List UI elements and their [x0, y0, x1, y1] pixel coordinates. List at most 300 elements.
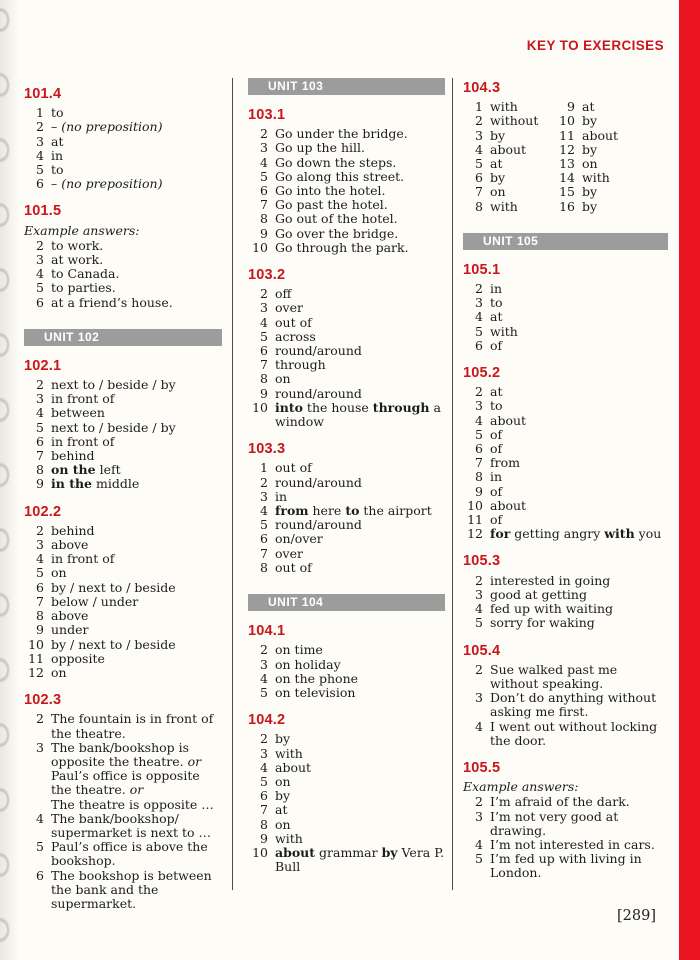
- answer-text-segment: on: [490, 184, 506, 200]
- answer-text: [582, 171, 668, 185]
- answer-number: 3: [36, 391, 44, 407]
- answer-number: 5: [475, 851, 483, 867]
- answer-item: [248, 686, 445, 700]
- exercise-block: [248, 442, 445, 575]
- answer-text: [275, 658, 445, 672]
- answer-number: 5: [36, 162, 44, 178]
- exercise-number: 103.3: [248, 441, 286, 458]
- answer-number: 7: [36, 593, 44, 609]
- exercise-block: [463, 81, 668, 214]
- answer-text: [51, 392, 222, 406]
- answer-number: 8: [36, 462, 44, 478]
- answer-number: 7: [36, 448, 44, 464]
- answer-text-segment: to work.: [51, 237, 104, 253]
- answer-item: [463, 296, 668, 310]
- answer-number: 6: [260, 183, 268, 199]
- exercise-number: 105.4: [463, 642, 501, 659]
- answer-item: [24, 177, 222, 191]
- answer-item: [463, 456, 668, 470]
- answer-item: [248, 561, 445, 575]
- answer-item: [463, 385, 668, 399]
- answer-text: [490, 296, 668, 310]
- page-number: [289]: [617, 908, 656, 924]
- answer-text-segment: behind: [51, 522, 95, 538]
- answer-number: 4: [36, 266, 44, 282]
- answer-item: [24, 581, 222, 595]
- answer-text: [490, 399, 668, 413]
- answer-text-segment: by: [381, 844, 398, 860]
- answer-text: [275, 287, 445, 301]
- answer-item: [24, 552, 222, 566]
- answer-number: 10: [28, 636, 44, 652]
- answer-text: [51, 666, 222, 680]
- answer-item: [463, 282, 668, 296]
- answer-text-segment: for: [490, 526, 511, 542]
- answer-text: [582, 185, 668, 199]
- column-divider-2: [452, 78, 453, 890]
- answer-item: [248, 789, 445, 803]
- answer-text-segment: to: [490, 295, 503, 311]
- answer-item: [463, 143, 551, 157]
- answer-text-segment: the airport: [359, 503, 432, 519]
- binding-mark: [0, 591, 11, 619]
- answer-text: [51, 406, 222, 420]
- answer-number: 5: [36, 839, 44, 855]
- answer-text: [490, 616, 668, 630]
- answer-number: 6: [36, 867, 44, 883]
- answer-item: [24, 267, 222, 281]
- answer-text-segment: by: [582, 184, 598, 200]
- answer-item: [463, 399, 668, 413]
- answer-item: [463, 795, 668, 809]
- answer-text-segment: of: [490, 337, 503, 353]
- exercise-number: 102.3: [24, 692, 62, 709]
- binding-mark: [0, 6, 11, 34]
- answer-text-segment: on the phone: [275, 670, 359, 686]
- answer-text-segment: on: [582, 156, 598, 172]
- answer-number: 4: [475, 601, 483, 617]
- answer-text: [490, 470, 668, 484]
- answer-text: [275, 212, 445, 226]
- answer-number: 2: [475, 794, 483, 810]
- answer-number: 6: [36, 433, 44, 449]
- answer-text: [51, 638, 222, 652]
- answer-text-segment: to: [51, 105, 64, 121]
- answer-number: 6: [36, 579, 44, 595]
- answer-number: 7: [475, 184, 483, 200]
- answer-text: [490, 171, 551, 185]
- answer-item: [463, 414, 668, 428]
- answer-number: 3: [36, 252, 44, 268]
- answer-item: [463, 616, 668, 630]
- answer-text: [490, 114, 551, 128]
- answer-item: [463, 200, 551, 214]
- answer-text: [51, 623, 222, 637]
- answer-text: [51, 524, 222, 538]
- answer-text: [490, 663, 668, 691]
- answer-item: [24, 163, 222, 177]
- answer-text: [275, 686, 445, 700]
- unit-banner: UNIT 102: [24, 329, 222, 346]
- answer-item: [248, 846, 445, 874]
- answer-item: [24, 741, 222, 812]
- answer-text: [275, 387, 445, 401]
- answer-text-segment: The bookshop is between the bank and the supermarket.: [51, 867, 212, 911]
- answer-number: 4: [36, 810, 44, 826]
- answer-number: 5: [260, 773, 268, 789]
- answer-number: 8: [36, 608, 44, 624]
- answers-left: [463, 100, 551, 214]
- answer-number: 9: [567, 99, 575, 115]
- answer-text-segment: –: [51, 176, 62, 192]
- answer-item: [248, 344, 445, 358]
- answer-text-segment: by: [582, 198, 598, 214]
- answer-number: 7: [475, 455, 483, 471]
- answer-number: 4: [475, 412, 483, 428]
- answer-number: 5: [260, 517, 268, 533]
- answer-item: [24, 449, 222, 463]
- answer-text: [490, 456, 668, 470]
- answer-number: 9: [260, 830, 268, 846]
- answer-item: [24, 281, 222, 295]
- answer-text-segment: in: [490, 469, 503, 485]
- answer-item: [463, 527, 668, 541]
- answer-item: [248, 818, 445, 832]
- answer-text-segment: with: [275, 830, 303, 846]
- answer-text-segment: with: [582, 170, 610, 186]
- binding-mark: [0, 786, 11, 814]
- answer-number: 4: [260, 154, 268, 170]
- answer-item: [24, 435, 222, 449]
- answer-item: [248, 287, 445, 301]
- answer-item: [463, 470, 668, 484]
- answer-item: [248, 461, 445, 475]
- answer-text: [490, 129, 551, 143]
- answer-text: [275, 643, 445, 657]
- answer-text: [275, 747, 445, 761]
- answer-number: 8: [260, 816, 268, 832]
- answer-number: 5: [475, 426, 483, 442]
- answer-text: [51, 163, 222, 177]
- answer-number: 4: [260, 670, 268, 686]
- example-answers-note: Example answers:: [24, 222, 140, 238]
- answer-item: [555, 200, 668, 214]
- answer-number: 1: [475, 99, 483, 115]
- answer-text-segment: round/around: [275, 474, 362, 490]
- answer-text-segment: on: [275, 816, 291, 832]
- answer-text-segment: by / next to / beside: [51, 636, 176, 652]
- page-edge-red-bar: [679, 0, 700, 960]
- unit-banner: UNIT 103: [248, 78, 445, 95]
- answer-number: 2: [475, 384, 483, 400]
- answer-number: 8: [475, 469, 483, 485]
- answer-text: [51, 378, 222, 392]
- answer-item: [24, 378, 222, 392]
- answer-text-segment: about: [490, 141, 527, 157]
- answer-text-segment: in the: [51, 476, 93, 492]
- answer-item: [24, 239, 222, 253]
- exercise-number: 105.3: [463, 553, 501, 570]
- answer-number: 12: [28, 664, 44, 680]
- answer-text-segment: across: [275, 328, 316, 344]
- answer-text-segment: of: [490, 441, 503, 457]
- answer-text-segment: to: [490, 398, 503, 414]
- answer-text: [490, 527, 668, 541]
- exercise-number: 103.2: [248, 267, 286, 284]
- answer-number: 7: [260, 802, 268, 818]
- answer-text: [490, 588, 668, 602]
- answer-text-segment: with: [604, 526, 635, 542]
- answer-text: [51, 120, 222, 134]
- answer-text: [51, 135, 222, 149]
- answer-text: [275, 532, 445, 546]
- answer-text: [275, 330, 445, 344]
- answer-text-segment: between: [51, 405, 105, 421]
- answer-text: [51, 463, 222, 477]
- answer-item: [248, 803, 445, 817]
- answer-item: [24, 296, 222, 310]
- answer-text-segment: out of: [275, 314, 312, 330]
- answer-text: [51, 652, 222, 666]
- answer-text: [51, 741, 222, 812]
- answer-text: [51, 552, 222, 566]
- answer-text-segment: middle: [92, 476, 140, 492]
- answer-item: [24, 609, 222, 623]
- answer-text-segment: by / next to / beside: [51, 579, 176, 595]
- answer-text: [51, 267, 222, 281]
- answer-text: [275, 358, 445, 372]
- answer-item: [24, 840, 222, 868]
- answer-item: [463, 310, 668, 324]
- answer-item: [24, 477, 222, 491]
- answer-text: [51, 296, 222, 310]
- answer-text-segment: in front of: [51, 433, 115, 449]
- answer-text-segment: in: [51, 147, 64, 163]
- answer-item: [248, 141, 445, 155]
- answer-item: [555, 100, 668, 114]
- answer-text-segment: I’m not very good at drawing.: [490, 808, 619, 838]
- answer-item: [248, 358, 445, 372]
- answer-text-segment: I’m fed up with living in London.: [490, 851, 642, 881]
- answer-number: 11: [467, 512, 483, 528]
- answer-text-segment: under: [51, 622, 89, 638]
- answer-text-segment: at a friend’s house.: [51, 294, 173, 310]
- answer-text: [51, 281, 222, 295]
- answer-text-segment: Paul’s office is above the bookshop.: [51, 839, 208, 869]
- answer-number: 6: [475, 337, 483, 353]
- binding-mark: [0, 201, 11, 229]
- answer-text-segment: –: [51, 119, 62, 135]
- answer-text-segment: to Canada.: [51, 266, 120, 282]
- answer-text: [275, 198, 445, 212]
- answer-number: 6: [475, 441, 483, 457]
- answer-text-segment: on time: [275, 642, 323, 658]
- answer-text-segment: by: [275, 788, 291, 804]
- answer-text: [275, 832, 445, 846]
- answer-text-segment: without: [490, 113, 539, 129]
- answer-number: 2: [260, 126, 268, 142]
- exercise-number: 104.2: [248, 712, 286, 729]
- answer-item: [463, 428, 668, 442]
- answer-text-segment: Go down the steps.: [275, 154, 397, 170]
- answer-item: [24, 463, 222, 477]
- answer-text-segment: in: [275, 488, 288, 504]
- answer-item: [463, 157, 551, 171]
- answer-text: [490, 325, 668, 339]
- answer-number: 2: [475, 113, 483, 129]
- answer-text: [51, 712, 222, 740]
- column-2: [248, 78, 445, 874]
- answer-number: 11: [28, 650, 44, 666]
- binding-mark: [0, 396, 11, 424]
- answer-text-segment: (no preposition): [61, 119, 163, 135]
- answer-number: 10: [252, 239, 268, 255]
- answer-number: 4: [475, 836, 483, 852]
- answer-item: [248, 547, 445, 561]
- answer-text-segment: Go along this street.: [275, 168, 405, 184]
- answer-number: 3: [260, 140, 268, 156]
- answer-text-segment: into: [275, 399, 303, 415]
- exercise-block: [248, 624, 445, 700]
- answer-text-segment: round/around: [275, 517, 362, 533]
- answer-number: 2: [36, 377, 44, 393]
- answer-text: [51, 869, 222, 912]
- exercise-block: [463, 554, 668, 630]
- exercise-block: [248, 268, 445, 429]
- answer-number: 11: [559, 127, 575, 143]
- answer-item: [248, 198, 445, 212]
- answer-text-segment: sorry for waking: [490, 615, 595, 631]
- answer-text: [582, 129, 668, 143]
- answer-text-segment: the house: [302, 399, 373, 415]
- answer-text-segment: at: [490, 156, 503, 172]
- answer-text-segment: to: [345, 503, 360, 519]
- answer-number: 7: [260, 197, 268, 213]
- answer-number: 1: [36, 105, 44, 121]
- answer-text: [275, 518, 445, 532]
- answer-number: 4: [36, 147, 44, 163]
- answer-text: [490, 282, 668, 296]
- answer-number: 12: [467, 526, 483, 542]
- answer-text-segment: on: [51, 565, 67, 581]
- answer-text-segment: Don’t do anything without asking me first.: [490, 690, 657, 720]
- answer-text: [275, 672, 445, 686]
- answer-item: [24, 623, 222, 637]
- answer-item: [463, 852, 668, 880]
- answer-number: 5: [36, 280, 44, 296]
- answer-number: 6: [260, 531, 268, 547]
- answer-text-segment: on: [275, 773, 291, 789]
- answer-text: [275, 241, 445, 255]
- answer-number: 10: [252, 399, 268, 415]
- answer-text-segment: here: [308, 503, 346, 519]
- answer-text: [275, 547, 445, 561]
- answer-text-segment: by: [582, 113, 598, 129]
- answer-text: [490, 185, 551, 199]
- answer-text-segment: on holiday: [275, 656, 341, 672]
- exercise-number: 105.2: [463, 365, 501, 382]
- answer-item: [248, 184, 445, 198]
- answer-text-segment: by: [582, 141, 598, 157]
- answer-text: [275, 127, 445, 141]
- answer-number: 3: [475, 808, 483, 824]
- answer-number: 3: [475, 586, 483, 602]
- answer-text-segment: of: [490, 426, 503, 442]
- answer-text: [275, 372, 445, 386]
- answer-number: 2: [475, 661, 483, 677]
- binding-mark: [0, 851, 11, 879]
- answer-number: 9: [36, 476, 44, 492]
- answer-item: [24, 106, 222, 120]
- answer-item: [248, 330, 445, 344]
- answer-text: [51, 812, 222, 840]
- answer-text-segment: or: [187, 753, 202, 769]
- answer-item: [463, 325, 668, 339]
- answer-text: [51, 149, 222, 163]
- answer-item: [24, 524, 222, 538]
- answer-text: [275, 818, 445, 832]
- answer-text: [490, 691, 668, 719]
- answer-item: [248, 476, 445, 490]
- answer-text-segment: through: [372, 399, 430, 415]
- answer-text-segment: on the: [51, 462, 96, 478]
- answer-text: [490, 157, 551, 171]
- answer-text-segment: left: [95, 462, 121, 478]
- answer-number: 3: [475, 690, 483, 706]
- answer-text: [275, 789, 445, 803]
- binding-mark: [0, 461, 11, 489]
- answer-text: [490, 442, 668, 456]
- exercise-block: [24, 359, 222, 492]
- answer-text: [51, 581, 222, 595]
- answer-item: [463, 513, 668, 527]
- answer-item: [248, 372, 445, 386]
- answer-text-segment: Go under the bridge.: [275, 126, 408, 142]
- answer-number: 1: [260, 460, 268, 476]
- answer-item: [24, 538, 222, 552]
- exercise-number: 101.4: [24, 86, 62, 102]
- binding-mark: [0, 136, 11, 164]
- answer-item: [248, 532, 445, 546]
- exercise-number: 104.3: [463, 80, 501, 96]
- answer-text-segment: below / under: [51, 593, 139, 609]
- answer-number: 6: [260, 788, 268, 804]
- page-header: KEY TO EXERCISES: [526, 38, 664, 53]
- answer-text-segment: in front of: [51, 391, 115, 407]
- answer-item: [463, 442, 668, 456]
- answer-text: [51, 253, 222, 267]
- answer-text-segment: in front of: [51, 551, 115, 567]
- answer-number: 9: [36, 622, 44, 638]
- exercise-number: 102.1: [24, 357, 62, 374]
- answer-number: 5: [260, 684, 268, 700]
- answer-text: [275, 170, 445, 184]
- answer-text: [51, 106, 222, 120]
- answer-text-segment: (no preposition): [61, 176, 163, 192]
- answer-text-segment: round/around: [275, 385, 362, 401]
- answer-item: [248, 387, 445, 401]
- answer-number: 10: [252, 844, 268, 860]
- answer-text: [51, 239, 222, 253]
- answer-number: 2: [475, 572, 483, 588]
- answer-text-segment: next to / beside / by: [51, 377, 176, 393]
- answer-text-segment: Sue walked past me without speaking.: [490, 661, 618, 691]
- answer-text: [490, 499, 668, 513]
- answer-item: [248, 832, 445, 846]
- answer-text: [275, 490, 445, 504]
- answer-text: [582, 114, 668, 128]
- answer-number: 3: [260, 300, 268, 316]
